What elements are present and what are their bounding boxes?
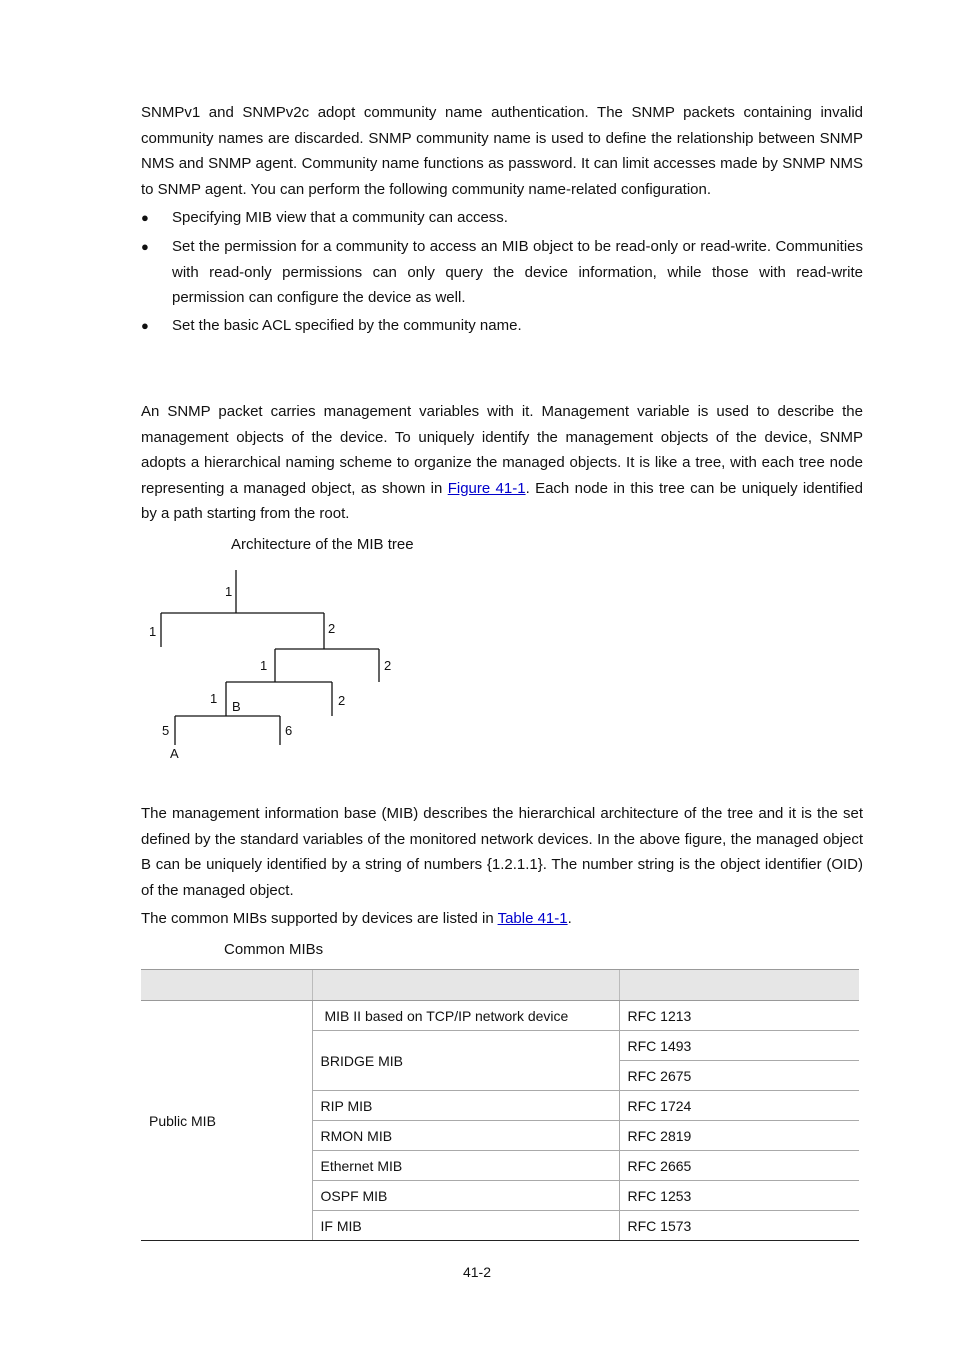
mib-name-cell: RIP MIB [312,1091,619,1121]
mib-paragraph-text: An SNMP packet carries management variables with it. Management variable is used to describe the management objects of the device. To uniquely identify the management objects of the device, SNMP adopts a hierarchical naming scheme to organize the managed objects. It is like a tree, with each tree node representing a managed object, as shown in [141,403,863,497]
mib-paragraph [141,399,863,527]
table-header-cell [141,970,312,1001]
rfc-cell: RFC 2675 [619,1061,859,1091]
table-intro [141,906,863,932]
tree-label-l3-left: 1 [210,691,218,706]
tree-label-l1-left: 1 [149,624,157,639]
oid-paragraph: The management information base (MIB) describes the hierarchical architecture of the tree and it is the set defined by the standard variables of the monitored network devices. In the above figure, the managed object B can be uniquely identified by a string of numbers {1.2.1.1}. The number string is the object identifier (OID) of the managed object. [141,805,863,899]
rfc-cell: RFC 1573 [619,1211,859,1241]
mib-name-cell: BRIDGE MIB [312,1031,619,1091]
rfc-cell: RFC 2665 [619,1151,859,1181]
table-caption: Common MIBs [224,941,324,958]
rfc-cell: RFC 1724 [619,1091,859,1121]
bullet-dot-icon: ● [141,210,149,225]
tree-label-root: 1 [225,584,233,599]
tree-label-l2-left: 1 [260,658,268,673]
bullet-text: Set the basic ACL specified by the community name. [172,317,522,334]
intro-paragraph: SNMPv1 and SNMPv2c adopt community name authentication. The SNMP packets containing invalid community names are discarded. SNMP community name is used to define the relationship between SNMP NMS and SNMP agent. Community name functions as password. It can limit accesses made by SNMP NMS to SNMP agent. You can perform the following community name-related configuration. [141,104,863,198]
figure-caption: Architecture of the MIB tree [231,536,414,553]
rfc-cell: RFC 1493 [619,1031,859,1061]
tree-label-l2-right: 2 [384,658,392,673]
tree-label-node-b: B [232,699,241,714]
mib-name-cell: Ethernet MIB [312,1151,619,1181]
table-intro-text: The common MIBs supported by devices are listed in [141,910,498,927]
mib-tree-diagram [140,565,410,770]
table-link[interactable]: Table 41-1 [497,910,568,927]
bullet-item [141,205,863,231]
tree-label-l4-left: 5 [162,723,170,738]
common-mibs-table [141,969,859,1241]
rfc-cell: RFC 1253 [619,1181,859,1211]
mib-name-cell: IF MIB [312,1211,619,1241]
bullet-item [141,234,863,311]
bullet-text: Specifying MIB view that a community can access. [172,209,508,226]
tree-label-node-a: A [170,746,179,761]
mib-name-cell: OSPF MIB [312,1181,619,1211]
rfc-cell: RFC 1213 [619,1001,859,1031]
table-header-cell [312,970,619,1001]
page-number: 41-2 [462,1264,492,1280]
table-header-row [141,970,859,1001]
tree-label-l3-right: 2 [338,693,346,708]
bullet-text: Set the permission for a community to access an MIB object to be read-only or read-write. Communities with read-only permissions can only query the device information, while those with read-write permission can configure the device as well. [172,238,863,306]
mib-paragraph-text-end: . Each node in this tree can be uniquely identified by a path starting from the root. [141,479,863,522]
mib-name-cell: MIB II based on TCP/IP network device [312,1001,619,1031]
tree-label-l1-right: 2 [328,621,336,636]
bullet-dot-icon: ● [141,318,149,333]
figure-link[interactable]: Figure 41-1 [447,479,526,497]
tree-label-l4-right: 6 [285,723,293,738]
rfc-cell: RFC 2819 [619,1121,859,1151]
table-intro-text-end: . [567,910,572,927]
bullet-item [141,313,863,339]
table-header-cell [619,970,859,1001]
mib-name-cell: RMON MIB [312,1121,619,1151]
mib-category-cell: Public MIB [141,1001,312,1241]
table-row [141,1001,859,1031]
bullet-dot-icon: ● [141,239,149,254]
